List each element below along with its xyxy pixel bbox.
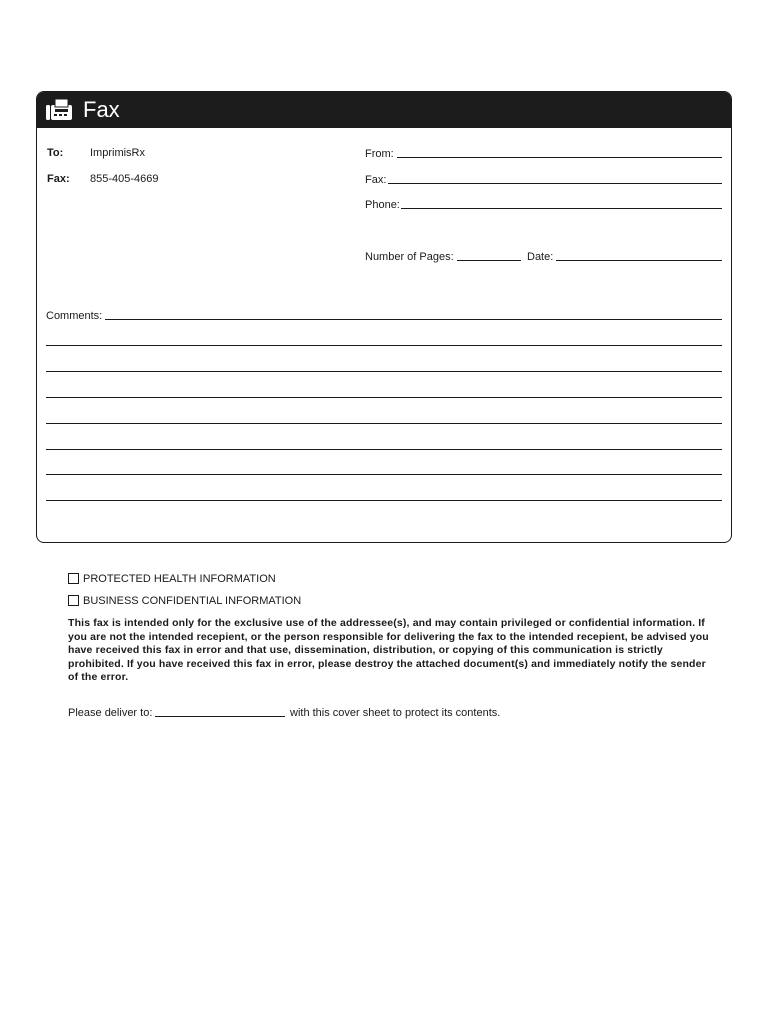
comments-line[interactable] [46,449,722,450]
comments-line[interactable] [105,319,722,320]
comments-line[interactable] [46,474,722,475]
business-confidential-checkbox-label: BUSINESS CONFIDENTIAL INFORMATION [83,595,302,607]
comments-label: Comments: [46,310,103,322]
deliver-to-suffix: with this cover sheet to protect its contents. [290,707,501,719]
fax-label: Fax: [47,173,70,185]
from-label: From: [365,148,394,160]
phi-checkbox[interactable] [68,573,79,584]
date-field[interactable] [556,260,722,261]
deliver-to-field[interactable] [155,716,285,717]
pages-field[interactable] [457,260,521,261]
deliver-to-label: Please deliver to: [68,707,153,719]
comments-line[interactable] [46,423,722,424]
fax-machine-icon [45,98,73,122]
comments-line[interactable] [46,371,722,372]
phi-checkbox-label: PROTECTED HEALTH INFORMATION [83,573,276,585]
confidentiality-notice: This fax is intended only for the exclusive use of the addressee(s), and may contain privileged or confidential information. If you are not the intended recepient, or the person responsible for delivering the fax to the intended recepient, be advised you have received this fax in error and that use, dissemination, distribution, or copying of this communication is strictly prohibited. If you have received this fax in error, please destroy the attached document(s) and immediately notify the sender of the error. [68,617,709,684]
page-title: Fax [83,97,120,122]
sender-fax-label: Fax: [365,174,387,186]
pages-label: Number of Pages: [365,251,454,263]
phone-label: Phone: [365,199,400,211]
header-bar [37,92,731,128]
to-value: ImprimisRx [90,147,145,159]
comments-line[interactable] [46,345,722,346]
fax-number-value: 855-405-4669 [90,173,159,185]
comments-line[interactable] [46,397,722,398]
business-confidential-checkbox[interactable] [68,595,79,606]
sender-fax-field[interactable] [388,183,722,184]
from-field[interactable] [397,157,722,158]
comments-line[interactable] [46,500,722,501]
date-label: Date: [527,251,554,263]
to-label: To: [47,147,64,159]
phone-field[interactable] [401,208,722,209]
